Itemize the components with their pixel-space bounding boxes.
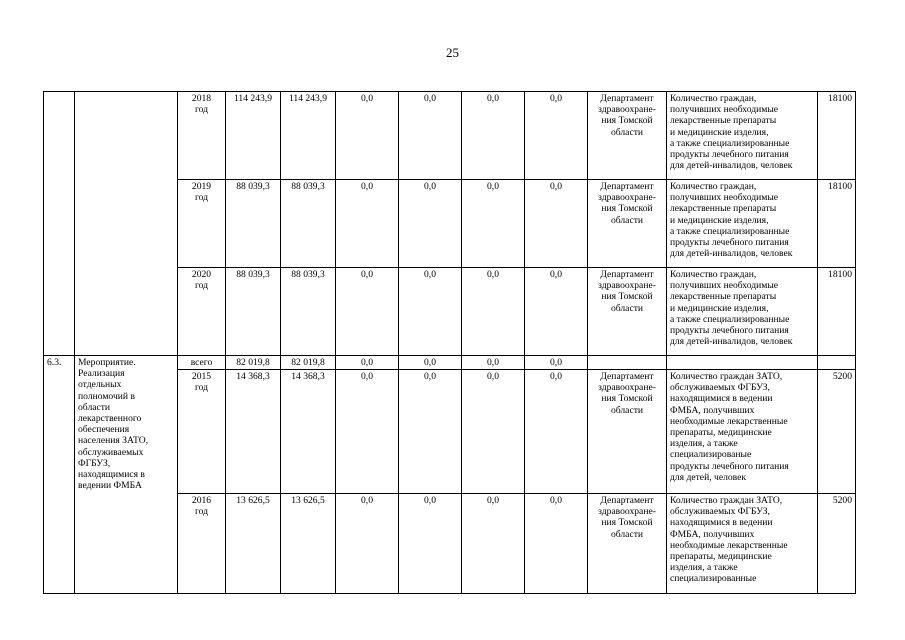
amount-cell (462, 356, 525, 370)
amount-cell (399, 494, 462, 594)
indicator-value-cell (818, 92, 856, 180)
table-row-total (44, 356, 856, 370)
regional-budget-amount: 88 039,3 (291, 269, 325, 280)
amount-cell (281, 268, 336, 356)
amount-cell (281, 356, 336, 370)
amount-value: 0,0 (550, 495, 562, 506)
amount-cell (336, 494, 399, 594)
row-number-cell (44, 92, 75, 356)
amount-cell (336, 180, 399, 268)
indicator-value-cell (818, 268, 856, 356)
indicator-cell (667, 494, 818, 594)
amount-value: 0,0 (550, 269, 562, 280)
amount-cell (399, 92, 462, 180)
row-number-cell (44, 356, 75, 594)
total-amount: 13 626,5 (236, 495, 270, 506)
total-amount: 114 243,9 (233, 93, 273, 104)
year-cell (178, 356, 226, 370)
department-cell (588, 268, 667, 356)
indicator-value: 18100 (828, 93, 852, 104)
amount-cell (399, 370, 462, 494)
regional-budget-amount: 13 626,5 (291, 495, 325, 506)
amount-cell (281, 92, 336, 180)
amount-value: 0,0 (424, 495, 436, 506)
year-cell (178, 92, 226, 180)
department-text: Департамент здравоохране- ния Томской области (598, 93, 656, 138)
amount-cell (525, 494, 588, 594)
department-text: Департамент здравоохране- ния Томской области (598, 269, 656, 314)
year-text: 2020 год (191, 269, 212, 292)
amount-cell (399, 180, 462, 268)
amount-cell (336, 92, 399, 180)
indicator-value: 5200 (832, 371, 852, 382)
indicator-cell (667, 92, 818, 180)
year-text: 2018 год (191, 93, 212, 116)
row-number: 6.3. (47, 357, 62, 368)
indicator-text: Количество граждан, получивших необходимые лекарственные препараты и медицинские изделия, а также специализированные продукты лечебного питания для детей-инвалидов, человек (670, 93, 793, 172)
amount-cell (336, 370, 399, 494)
amount-value: 0,0 (361, 269, 373, 280)
amount-value: 0,0 (550, 181, 562, 192)
indicator-value-cell (818, 356, 856, 370)
amount-cell (462, 92, 525, 180)
indicator-text: Количество граждан ЗАТО, обслуживаемых ФГБУЗ, находящимися в ведении ФМБА, получивших необходимые лекарственные препараты, медицинские изделия, а также специализированые продукты лечебного питания для детей, человек (670, 371, 789, 483)
department-text: Департамент здравоохране- ния Томской области (598, 371, 656, 416)
department-cell (588, 92, 667, 180)
total-amount: 82 019,8 (236, 357, 270, 368)
amount-cell (462, 180, 525, 268)
amount-value: 0,0 (361, 93, 373, 104)
total-amount: 14 368,3 (236, 371, 270, 382)
regional-budget-amount: 88 039,3 (291, 181, 325, 192)
amount-value: 0,0 (487, 269, 499, 280)
amount-cell (226, 92, 281, 180)
department-text: Департамент здравоохране- ния Томской области (598, 181, 656, 226)
indicator-value: 18100 (828, 181, 852, 192)
total-amount: 88 039,3 (236, 181, 270, 192)
total-amount: 88 039,3 (236, 269, 270, 280)
measure-name: Мероприятие. Реализация отдельных полномочий в области лекарственного обеспечения населения ЗАТО, обслуживаемых ФГБУЗ, находящимися в ведении ФМБА (78, 357, 149, 492)
amount-value: 0,0 (487, 93, 499, 104)
department-cell (588, 370, 667, 494)
amount-cell (525, 268, 588, 356)
amount-cell (525, 356, 588, 370)
indicator-text: Количество граждан ЗАТО, обслуживаемых ФГБУЗ, находящимися в ведении ФМБА, получивших необходимые лекарственные препараты, медицинские изделия, а также специализированные (670, 495, 788, 585)
amount-cell (281, 494, 336, 594)
amount-cell (226, 494, 281, 594)
amount-cell (226, 268, 281, 356)
regional-budget-amount: 14 368,3 (291, 371, 325, 382)
amount-cell (281, 180, 336, 268)
amount-value: 0,0 (361, 181, 373, 192)
regional-budget-amount: 114 243,9 (288, 93, 328, 104)
amount-cell (525, 370, 588, 494)
amount-value: 0,0 (550, 93, 562, 104)
year-text: 2015 год (191, 371, 212, 394)
measure-name-cell (75, 356, 178, 594)
amount-cell (399, 356, 462, 370)
amount-cell (226, 370, 281, 494)
indicator-cell (667, 268, 818, 356)
department-cell (588, 494, 667, 594)
indicator-value-cell (818, 494, 856, 594)
amount-cell (399, 268, 462, 356)
amount-cell (462, 494, 525, 594)
amount-value: 0,0 (424, 371, 436, 382)
indicator-cell (667, 180, 818, 268)
measure-name-cell (75, 92, 178, 356)
amount-cell (462, 268, 525, 356)
indicator-value-cell (818, 370, 856, 494)
amount-value: 0,0 (487, 495, 499, 506)
amount-cell (226, 180, 281, 268)
amount-value: 0,0 (487, 181, 499, 192)
indicator-cell (667, 356, 818, 370)
amount-cell (336, 356, 399, 370)
amount-value: 0,0 (487, 371, 499, 382)
indicator-value: 5200 (832, 495, 852, 506)
department-cell (588, 180, 667, 268)
table-row (44, 92, 856, 180)
department-text: Департамент здравоохране- ния Томской области (598, 495, 656, 540)
amount-value: 0,0 (361, 371, 373, 382)
indicator-value: 18100 (828, 269, 852, 280)
year-cell (178, 268, 226, 356)
amount-value: 0,0 (424, 269, 436, 280)
amount-cell (336, 268, 399, 356)
amount-cell (462, 370, 525, 494)
year-cell (178, 494, 226, 594)
regional-budget-amount: 82 019,8 (291, 357, 325, 368)
amount-cell (226, 356, 281, 370)
amount-value: 0,0 (424, 93, 436, 104)
year-text: 2016 год (191, 495, 212, 518)
year-text: всего (190, 357, 213, 368)
year-text: 2019 год (191, 181, 212, 204)
amount-cell (281, 370, 336, 494)
year-cell (178, 370, 226, 494)
page-number: 25 (446, 45, 459, 60)
indicator-value-cell (818, 180, 856, 268)
indicator-cell (667, 370, 818, 494)
department-cell (588, 356, 667, 370)
amount-value: 0,0 (550, 357, 562, 368)
amount-cell (525, 180, 588, 268)
indicator-text: Количество граждан, получивших необходимые лекарственные препараты и медицинские изделия, а также специализированные продукты лечебного питания для детей-инвалидов, человек (670, 181, 793, 260)
amount-value: 0,0 (487, 357, 499, 368)
amount-value: 0,0 (424, 357, 436, 368)
amount-value: 0,0 (361, 357, 373, 368)
amount-value: 0,0 (550, 371, 562, 382)
measures-table (43, 91, 856, 594)
year-cell (178, 180, 226, 268)
amount-cell (525, 92, 588, 180)
indicator-text: Количество граждан, получивших необходимые лекарственные препараты и медицинские изделия, а также специализированные продукты лечебного питания для детей-инвалидов, человек (670, 269, 793, 348)
amount-value: 0,0 (424, 181, 436, 192)
amount-value: 0,0 (361, 495, 373, 506)
